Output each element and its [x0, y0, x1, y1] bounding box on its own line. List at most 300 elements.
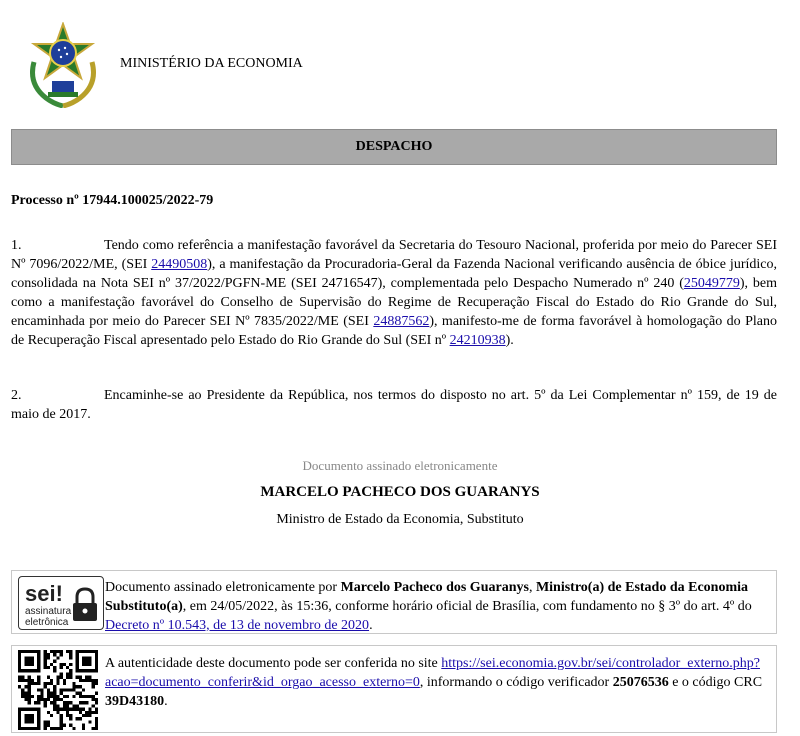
qr-module	[85, 656, 88, 659]
qr-module	[82, 701, 85, 704]
qr-module	[82, 708, 85, 711]
qr-module	[34, 701, 37, 704]
qr-module	[37, 682, 40, 685]
qr-module	[66, 672, 69, 675]
qr-module	[34, 669, 37, 672]
qr-module	[28, 682, 31, 685]
qr-module	[95, 682, 98, 685]
qr-module	[53, 692, 56, 695]
qr-module	[28, 701, 31, 704]
signer-name: MARCELO PACHECO DOS GUARANYS	[260, 484, 540, 500]
qr-module	[21, 695, 24, 698]
qr-module	[82, 650, 85, 653]
qr-module	[69, 688, 72, 691]
decree-link[interactable]: Decreto nº 10.543, de 13 de novembro de 2020	[105, 618, 370, 633]
qr-module	[24, 663, 27, 666]
qr-module	[28, 656, 31, 659]
qr-module	[85, 663, 88, 666]
qr-module	[18, 708, 21, 711]
qr-module	[37, 708, 40, 711]
qr-module	[95, 708, 98, 711]
qr-module	[47, 698, 50, 701]
qr-module	[63, 701, 66, 704]
qr-module	[76, 653, 79, 656]
qr-module	[76, 656, 79, 659]
svg-text:assinatura: assinatura	[25, 606, 72, 617]
qr-module	[82, 669, 85, 672]
qr-module	[88, 676, 91, 679]
sei-link-25049779[interactable]: 25049779	[683, 276, 740, 291]
qr-module	[56, 727, 59, 730]
qr-module	[44, 727, 47, 730]
qr-module	[66, 650, 69, 653]
qr-module	[82, 695, 85, 698]
qr-module	[63, 695, 66, 698]
qr-module	[95, 720, 98, 723]
qr-module	[18, 685, 21, 688]
qr-module	[31, 727, 34, 730]
qr-module	[24, 669, 27, 672]
qr-module	[53, 708, 56, 711]
qr-module	[37, 663, 40, 666]
qr-module	[95, 669, 98, 672]
qr-module	[79, 669, 82, 672]
qr-module	[28, 676, 31, 679]
qr-module	[28, 717, 31, 720]
qr-module	[37, 698, 40, 701]
qr-module	[56, 650, 59, 653]
qr-module	[85, 711, 88, 714]
qr-module	[69, 708, 72, 711]
qr-module	[37, 688, 40, 691]
qr-module	[60, 724, 63, 727]
qr-module	[31, 720, 34, 723]
qr-module	[92, 698, 95, 701]
qr-module	[56, 711, 59, 714]
qr-module	[50, 650, 53, 653]
paragraph-number: 1.	[11, 238, 22, 253]
qr-module	[18, 714, 21, 717]
qr-module	[63, 679, 66, 682]
qr-module	[37, 695, 40, 698]
qr-module	[28, 679, 31, 682]
qr-module	[88, 660, 91, 663]
qr-module	[31, 717, 34, 720]
qr-module	[72, 708, 75, 711]
qr-module	[95, 727, 98, 730]
qr-module	[79, 692, 82, 695]
qr-module	[28, 685, 31, 688]
qr-module	[28, 669, 31, 672]
qr-module	[31, 679, 34, 682]
qr-module	[44, 663, 47, 666]
qr-module	[18, 663, 21, 666]
qr-module	[60, 666, 63, 669]
qr-module	[56, 682, 59, 685]
authenticity-statement: A autenticidade deste documento pode ser conferida no site https://sei.economia.gov.br/sei/controlador_externo.php? acao=documento_conferir&id_orgao_acesso_externo=0, informando o código verificador 25076536 e o código CRC 39D43180.	[105, 656, 763, 709]
qr-module	[40, 695, 43, 698]
qr-module	[37, 666, 40, 669]
qr-module	[56, 695, 59, 698]
qr-module	[53, 727, 56, 730]
qr-module	[95, 663, 98, 666]
qr-module	[47, 695, 50, 698]
qr-module	[34, 650, 37, 653]
sei-link-24887562[interactable]: 24887562	[373, 314, 430, 329]
qr-module	[72, 727, 75, 730]
qr-module	[21, 650, 24, 653]
qr-module	[21, 676, 24, 679]
padlock-icon	[73, 589, 97, 621]
qr-module	[66, 676, 69, 679]
qr-module	[47, 711, 50, 714]
qr-module	[53, 666, 56, 669]
qr-module	[37, 669, 40, 672]
qr-module	[82, 688, 85, 691]
qr-module	[37, 714, 40, 717]
qr-module	[79, 695, 82, 698]
qr-module	[92, 650, 95, 653]
qr-module	[34, 708, 37, 711]
qr-module	[85, 660, 88, 663]
qr-module	[24, 717, 27, 720]
qr-module	[95, 653, 98, 656]
qr-module	[88, 695, 91, 698]
qr-module	[76, 660, 79, 663]
qr-module	[79, 701, 82, 704]
qr-module	[28, 663, 31, 666]
qr-module	[88, 669, 91, 672]
qr-module	[72, 688, 75, 691]
qr-module	[56, 704, 59, 707]
sei-link-24490508[interactable]: 24490508	[151, 257, 208, 272]
qr-module	[76, 704, 79, 707]
qr-module	[31, 660, 34, 663]
qr-module	[76, 669, 79, 672]
qr-module	[56, 656, 59, 659]
qr-module	[95, 698, 98, 701]
qr-module	[18, 656, 21, 659]
qr-module	[37, 653, 40, 656]
qr-module	[60, 720, 63, 723]
qr-module	[28, 660, 31, 663]
qr-module	[66, 695, 69, 698]
electronic-signature-box	[11, 570, 777, 634]
qr-module	[76, 676, 79, 679]
qr-module	[60, 653, 63, 656]
qr-module	[95, 660, 98, 663]
qr-module	[92, 727, 95, 730]
qr-module	[79, 711, 82, 714]
qr-module	[18, 653, 21, 656]
qr-module	[53, 695, 56, 698]
qr-module	[28, 692, 31, 695]
qr-module	[82, 663, 85, 666]
qr-module	[69, 672, 72, 675]
document-header	[0, 0, 800, 120]
qr-module	[60, 698, 63, 701]
qr-module	[66, 704, 69, 707]
qr-module	[66, 666, 69, 669]
qr-module	[60, 692, 63, 695]
qr-module	[40, 688, 43, 691]
qr-module	[60, 672, 63, 675]
qr-module	[44, 682, 47, 685]
qr-module	[31, 708, 34, 711]
qr-module	[28, 720, 31, 723]
qr-module	[92, 669, 95, 672]
crc-code: 39D43180	[105, 694, 165, 709]
qr-module	[37, 727, 40, 730]
qr-module	[47, 656, 50, 659]
qr-module	[28, 688, 31, 691]
qr-module	[21, 727, 24, 730]
qr-module	[24, 679, 27, 682]
qr-module	[95, 701, 98, 704]
qr-module	[63, 704, 66, 707]
qr-module	[76, 650, 79, 653]
qr-module	[69, 701, 72, 704]
qr-module	[34, 682, 37, 685]
qr-module	[47, 682, 50, 685]
qr-module	[34, 727, 37, 730]
qr-module	[72, 685, 75, 688]
qr-module	[44, 704, 47, 707]
qr-module	[85, 714, 88, 717]
qr-module	[82, 727, 85, 730]
qr-module	[76, 708, 79, 711]
qr-module	[44, 701, 47, 704]
qr-module	[95, 692, 98, 695]
qr-module	[56, 698, 59, 701]
qr-module	[95, 717, 98, 720]
qr-module	[79, 685, 82, 688]
qr-module	[85, 669, 88, 672]
qr-module	[76, 717, 79, 720]
qr-module	[37, 724, 40, 727]
qr-module	[24, 720, 27, 723]
qr-module	[44, 720, 47, 723]
qr-module	[18, 724, 21, 727]
qr-module	[66, 701, 69, 704]
qr-module	[44, 724, 47, 727]
qr-module	[24, 695, 27, 698]
qr-module	[24, 727, 27, 730]
svg-text:eletrônica: eletrônica	[25, 617, 69, 628]
qr-module	[69, 663, 72, 666]
qr-module	[63, 724, 66, 727]
qr-module	[44, 650, 47, 653]
qr-module	[92, 695, 95, 698]
signature-label: Documento assinado eletronicamente	[302, 458, 498, 473]
qr-module	[18, 679, 21, 682]
qr-module	[76, 666, 79, 669]
qr-module	[69, 714, 72, 717]
qr-module	[18, 717, 21, 720]
qr-module	[53, 688, 56, 691]
qr-module	[66, 711, 69, 714]
qr-module	[28, 727, 31, 730]
qr-module	[53, 701, 56, 704]
qr-module	[88, 663, 91, 666]
qr-module	[37, 720, 40, 723]
qr-module	[47, 692, 50, 695]
qr-module	[66, 688, 69, 691]
qr-module	[44, 656, 47, 659]
qr-module	[50, 692, 53, 695]
paragraph-1: 1. Tendo como referência a manifestação favorável da Secretaria do Tesouro Nacional, proferida por meio do Parecer SEI Nº 7096/2022/ME, (SEI 24490508), a manifestação da Procuradoria-Geral da Fazenda Nacional verificando ausência de óbice jurídico, consolidada na Nota SEI nº 37/2022/PGFN-ME (SEI 24716547), complementada pelo Despacho Numerado nº 240 (25049779), bem como a manifestação favorável do Conselho de Supervisão do Regime de Recuperação Fiscal do Estado do Rio Grande do Sul, encaminhada por meio do Parecer SEI Nº 7835/2022/ME (SEI 24887562), manifesto-me de forma favorável à homologação do Plano de Recuperação Fiscal apresentado pelo Estado do Rio Grande do Sul (SEI nº 24210938).	[11, 238, 777, 348]
qr-module	[69, 717, 72, 720]
qr-module	[66, 714, 69, 717]
coat-of-arms-icon	[24, 22, 102, 108]
paragraph-number: 2.	[11, 388, 22, 403]
qr-module	[63, 663, 66, 666]
qr-module	[95, 679, 98, 682]
qr-module	[85, 701, 88, 704]
qr-module	[79, 676, 82, 679]
qr-module	[53, 653, 56, 656]
qr-module	[53, 704, 56, 707]
qr-module	[21, 692, 24, 695]
qr-module	[47, 724, 50, 727]
qr-module	[37, 679, 40, 682]
qr-module	[18, 669, 21, 672]
qr-module	[47, 676, 50, 679]
qr-module	[72, 704, 75, 707]
qr-module	[72, 682, 75, 685]
qr-module	[56, 708, 59, 711]
qr-module	[88, 711, 91, 714]
qr-module	[28, 698, 31, 701]
qr-module	[88, 650, 91, 653]
qr-module	[85, 650, 88, 653]
qr-module	[24, 692, 27, 695]
qr-module	[28, 650, 31, 653]
qr-module	[40, 692, 43, 695]
qr-module	[44, 666, 47, 669]
qr-module	[92, 682, 95, 685]
qr-module	[24, 714, 27, 717]
qr-module	[18, 650, 21, 653]
document-title: DESPACHO	[11, 129, 777, 165]
qr-module	[79, 679, 82, 682]
qr-module	[69, 653, 72, 656]
qr-module	[31, 682, 34, 685]
qr-module	[69, 650, 72, 653]
qr-module	[82, 724, 85, 727]
qr-module	[63, 708, 66, 711]
qr-module	[60, 708, 63, 711]
authenticity-box	[11, 645, 777, 733]
qr-module	[50, 682, 53, 685]
qr-module	[24, 660, 27, 663]
qr-module	[88, 714, 91, 717]
qr-module	[72, 695, 75, 698]
qr-module	[47, 720, 50, 723]
qr-module	[60, 717, 63, 720]
qr-module	[69, 669, 72, 672]
qr-module	[31, 650, 34, 653]
qr-module	[79, 717, 82, 720]
qr-module	[53, 660, 56, 663]
qr-module	[95, 650, 98, 653]
qr-module	[24, 656, 27, 659]
qr-module	[69, 724, 72, 727]
qr-module	[50, 727, 53, 730]
qr-module	[95, 711, 98, 714]
qr-module	[60, 688, 63, 691]
qr-module	[18, 660, 21, 663]
qr-module	[18, 727, 21, 730]
qr-module	[18, 711, 21, 714]
qr-module	[50, 714, 53, 717]
verification-link[interactable]: https://sei.economia.gov.br/sei/controlador_externo.php? acao=documento_conferir&id_orgao_acesso_externo=0	[105, 656, 760, 690]
qr-module	[66, 708, 69, 711]
qr-module	[69, 676, 72, 679]
qr-module	[76, 663, 79, 666]
qr-module	[37, 676, 40, 679]
qr-module	[92, 704, 95, 707]
qr-module	[18, 720, 21, 723]
qr-module	[37, 717, 40, 720]
qr-module	[88, 656, 91, 659]
qr-module	[31, 714, 34, 717]
qr-module	[53, 669, 56, 672]
qr-module	[82, 679, 85, 682]
qr-module	[63, 682, 66, 685]
qr-module	[44, 660, 47, 663]
qr-module	[24, 698, 27, 701]
qr-module	[85, 679, 88, 682]
qr-module	[92, 711, 95, 714]
qr-module	[18, 666, 21, 669]
process-number: Processo nº 17944.100025/2022-79	[11, 193, 214, 208]
qr-module	[85, 695, 88, 698]
qr-module	[60, 727, 63, 730]
qr-module	[47, 688, 50, 691]
sei-link-24210938[interactable]: 24210938	[449, 333, 506, 348]
qr-module	[21, 669, 24, 672]
qr-module	[28, 714, 31, 717]
qr-module	[82, 660, 85, 663]
qr-module	[56, 679, 59, 682]
qr-module	[88, 679, 91, 682]
qr-module	[53, 698, 56, 701]
qr-module	[63, 688, 66, 691]
qr-module	[18, 676, 21, 679]
qr-module	[95, 724, 98, 727]
qr-module	[24, 685, 27, 688]
qr-module	[53, 650, 56, 653]
qr-module	[21, 679, 24, 682]
qr-module	[69, 656, 72, 659]
qr-module	[31, 669, 34, 672]
qr-module	[37, 711, 40, 714]
qr-module	[76, 692, 79, 695]
qr-module	[50, 701, 53, 704]
qr-module	[50, 695, 53, 698]
qr-module	[79, 708, 82, 711]
qr-module	[76, 685, 79, 688]
qr-module	[60, 650, 63, 653]
qr-module	[37, 650, 40, 653]
qr-module	[60, 663, 63, 666]
ministry-name: MINISTÉRIO DA ECONOMIA	[120, 56, 303, 71]
qr-module	[60, 676, 63, 679]
qr-module	[60, 714, 63, 717]
qr-module	[50, 679, 53, 682]
qr-module	[82, 656, 85, 659]
